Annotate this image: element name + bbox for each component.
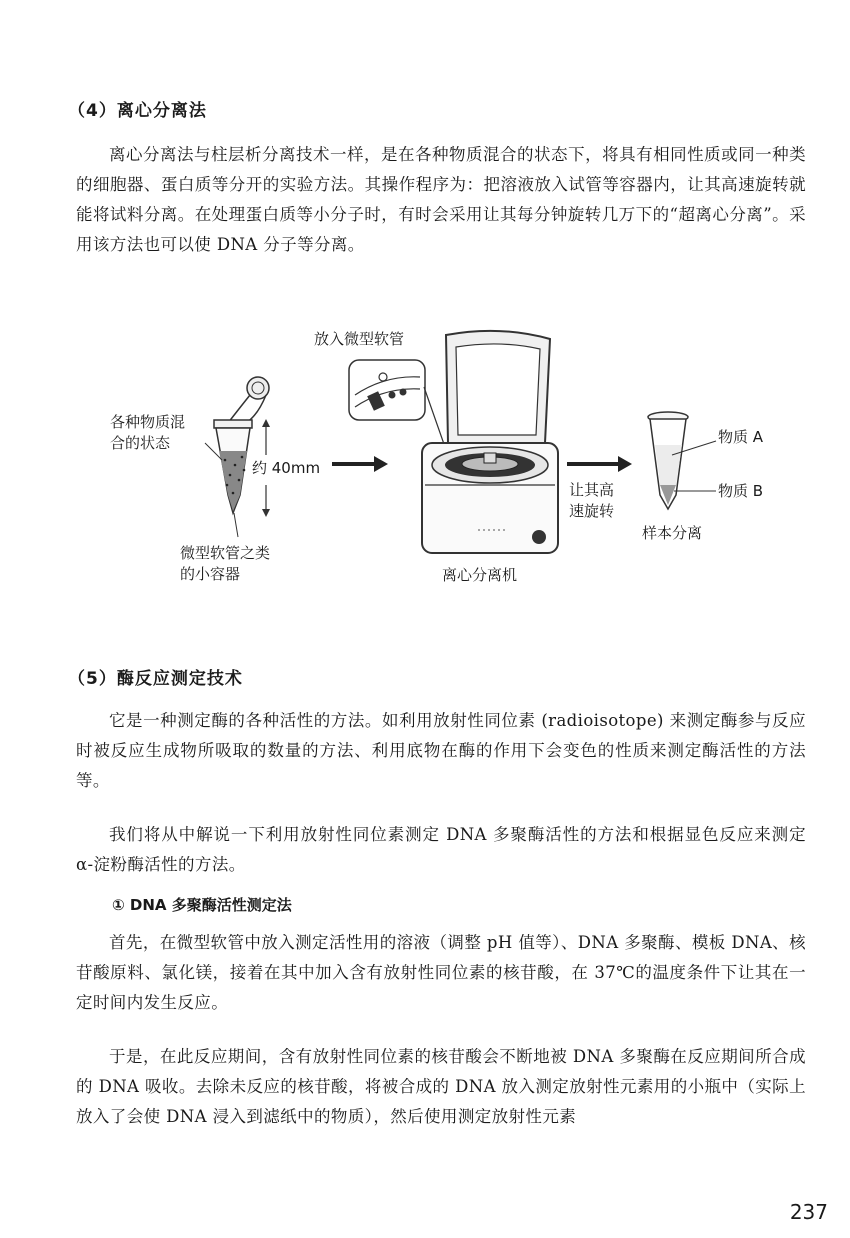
label-small-container: 微型软管之类 的小容器: [180, 544, 271, 583]
inset-microtube-icon: [349, 360, 445, 447]
subheading-dna-polymerase-assay: ① DNA 多聚酶活性测定法: [112, 896, 292, 914]
enzyme-assay-paragraph-1: 它是一种测定酶的各种活性的方法。如利用放射性同位素 (radioisotope) 来测定酶参与反应时被反应生成物所吸取的数量的方法、利用底物在酶的作用下会变色的性质来测定酶活性的方法等。: [76, 711, 806, 790]
section-heading-centrifugation: （4）离心分离法: [68, 101, 207, 121]
page-number: 237: [789, 1200, 828, 1224]
centrifugation-paragraph: 离心分离法与柱层析分离技术一样，是在各种物质混合的状态下，将具有相同性质或同一种类的细胞器、蛋白质等分开的实验方法。其操作程序为：把溶液放入试管等容器内，让其高速旋转就能将试料分离。在处理蛋白质等小分子时，有时会采用让其每分钟旋转几万下的“超离心分离”。采用该方法也可以使 DNA 分子等分离。: [76, 145, 806, 254]
separated-sample-tube-illustration: [648, 412, 716, 509]
label-centrifuge: 离心分离机: [442, 566, 518, 584]
arrow-right-icon: [332, 456, 388, 472]
centrifuge-machine-illustration: [422, 331, 558, 553]
label-substance-b: 物质 B: [718, 482, 764, 500]
arrow-right-icon: [567, 456, 632, 472]
enzyme-assay-paragraph-4: 于是，在此反应期间，含有放射性同位素的核苷酸会不断地被 DNA 多聚酶在反应期间所合成的 DNA 吸收。去除未反应的核苷酸，将被合成的 DNA 放入测定放射性元素用的小瓶中（实际上放入了会使 DNA 浸入到滤纸中的物质），然后使用测定放射性元素: [76, 1047, 806, 1126]
label-mixed-state: 各种物质混 合的状态: [110, 413, 186, 452]
label-high-speed-spin: 让其高 速旋转: [569, 481, 615, 520]
enzyme-assay-paragraph-3: 首先，在微型软管中放入测定活性用的溶液（调整 pH 值等）、DNA 多聚酶、模板 DNA、核苷酸原料、氯化镁，接着在其中加入含有放射性同位素的核苷酸，在 37℃的温度条件下让其在一定时间内发生反应。: [76, 933, 806, 1012]
label-substance-a: 物质 A: [718, 428, 764, 446]
centrifuge-diagram: [0, 315, 850, 605]
enzyme-assay-paragraph-2: 我们将从中解说一下利用放射性同位素测定 DNA 多聚酶活性的方法和根据显色反应来测定 α-淀粉酶活性的方法。: [76, 825, 806, 874]
section-heading-enzyme-assay: （5）酶反应测定技术: [68, 669, 243, 689]
label-length-40mm: 约 40mm: [252, 459, 321, 477]
microtube-illustration: [205, 377, 270, 537]
centrifuge-figure: [0, 315, 850, 605]
label-sample-separation: 样本分离: [642, 524, 703, 542]
label-insert-microtube: 放入微型软管: [314, 330, 405, 348]
